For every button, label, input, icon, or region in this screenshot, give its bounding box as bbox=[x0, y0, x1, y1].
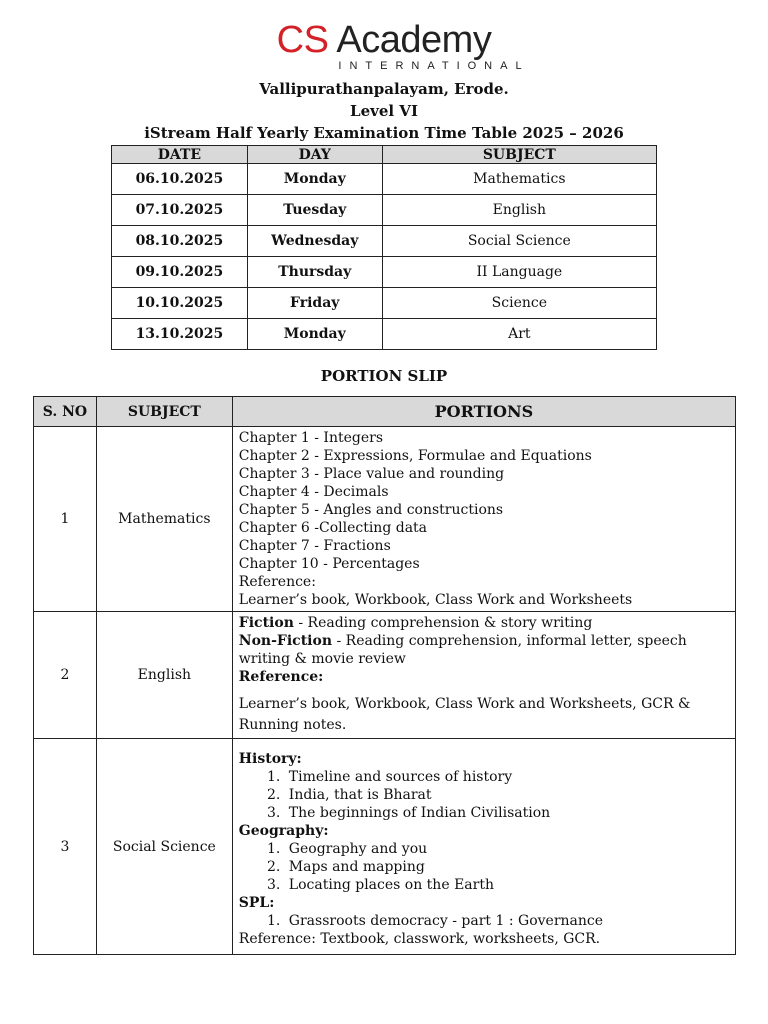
history-label: History: bbox=[238, 750, 302, 767]
exam-subject: II Language bbox=[382, 257, 656, 288]
spl-label: SPL: bbox=[238, 894, 275, 911]
nonfiction-label: Non-Fiction bbox=[238, 633, 333, 649]
list-item: 2. Maps and mapping bbox=[285, 858, 729, 876]
math-portions bbox=[232, 427, 735, 612]
row-sno: 3 bbox=[34, 739, 97, 955]
portion-slip-table bbox=[33, 396, 736, 955]
portion-line: Reference: bbox=[238, 574, 316, 590]
exam-date: 06.10.2025 bbox=[112, 164, 248, 195]
geography-label: Geography: bbox=[238, 822, 329, 839]
class-level: Level VI bbox=[350, 102, 418, 120]
exam-day: Monday bbox=[247, 164, 382, 195]
spl-list bbox=[239, 912, 729, 930]
list-item: 1. Timeline and sources of history bbox=[285, 768, 729, 786]
table-row bbox=[112, 164, 657, 195]
exam-subject: Social Science bbox=[382, 226, 656, 257]
english-portions bbox=[232, 612, 735, 739]
history-list bbox=[239, 768, 729, 822]
row-subject: English bbox=[96, 612, 232, 739]
fiction-text: - Reading comprehension & story writing bbox=[293, 615, 593, 631]
exam-date: 13.10.2025 bbox=[112, 319, 248, 350]
portion-header-portions: PORTIONS bbox=[232, 397, 735, 427]
reference-text: Learner’s book, Workbook, Class Work and Worksheets, GCR & Running notes. bbox=[238, 696, 691, 733]
list-item: 1. Grassroots democracy - part 1 : Governance bbox=[285, 912, 729, 930]
exam-date: 08.10.2025 bbox=[112, 226, 248, 257]
portion-line: Chapter 5 - Angles and constructions bbox=[238, 502, 504, 518]
list-item: 1. Geography and you bbox=[285, 840, 729, 858]
exam-day: Tuesday bbox=[247, 195, 382, 226]
logo-wordmark bbox=[0, 20, 768, 60]
portion-header-subject: SUBJECT bbox=[96, 397, 232, 427]
portion-line: Chapter 4 - Decimals bbox=[238, 484, 389, 500]
table-row bbox=[34, 427, 736, 612]
exam-day: Wednesday bbox=[247, 226, 382, 257]
school-logo bbox=[0, 20, 768, 72]
exam-date: 10.10.2025 bbox=[112, 288, 248, 319]
portion-line: Chapter 7 - Fractions bbox=[238, 538, 391, 554]
exam-date: 07.10.2025 bbox=[112, 195, 248, 226]
table-row bbox=[112, 226, 657, 257]
timetable-header-date: DATE bbox=[112, 146, 248, 164]
portion-line bbox=[239, 632, 729, 668]
portion-slip-title: PORTION SLIP bbox=[320, 367, 448, 385]
exam-day: Thursday bbox=[247, 257, 382, 288]
portion-header-row bbox=[34, 397, 736, 427]
row-subject: Social Science bbox=[96, 739, 232, 955]
exam-subject: Science bbox=[382, 288, 656, 319]
table-row bbox=[34, 739, 736, 955]
logo-international: INTERNATIONAL bbox=[338, 60, 530, 72]
row-sno: 2 bbox=[34, 612, 97, 739]
exam-day: Friday bbox=[247, 288, 382, 319]
timetable-header-day: DAY bbox=[247, 146, 382, 164]
row-subject: Mathematics bbox=[96, 427, 232, 612]
table-row bbox=[112, 288, 657, 319]
list-item: 2. India, that is Bharat bbox=[285, 786, 729, 804]
fiction-label: Fiction bbox=[238, 615, 294, 631]
portion-line bbox=[239, 614, 729, 632]
reference-label: Reference: bbox=[238, 669, 324, 685]
exam-day: Monday bbox=[247, 319, 382, 350]
table-row bbox=[112, 319, 657, 350]
table-row bbox=[34, 612, 736, 739]
list-item: 3. The beginnings of Indian Civilisation bbox=[285, 804, 729, 822]
portion-line: Chapter 3 - Place value and rounding bbox=[238, 466, 505, 482]
exam-date: 09.10.2025 bbox=[112, 257, 248, 288]
portion-line: Chapter 6 -Collecting data bbox=[238, 520, 428, 536]
geography-list bbox=[239, 840, 729, 894]
exam-subject: Mathematics bbox=[382, 164, 656, 195]
portion-line: Learner’s book, Workbook, Class Work and Worksheets bbox=[238, 592, 633, 608]
portion-line: Chapter 2 - Expressions, Formulae and Equations bbox=[238, 448, 592, 464]
row-sno: 1 bbox=[34, 427, 97, 612]
logo-cs: CS bbox=[276, 19, 329, 61]
social-portions bbox=[232, 739, 735, 955]
logo-academy: Academy bbox=[336, 19, 492, 61]
list-item: 3. Locating places on the Earth bbox=[285, 876, 729, 894]
portion-header-sno: S. NO bbox=[34, 397, 97, 427]
timetable bbox=[111, 145, 657, 350]
table-row bbox=[112, 257, 657, 288]
table-row bbox=[112, 195, 657, 226]
portion-line: Chapter 1 - Integers bbox=[238, 430, 384, 446]
reference-text: Reference: Textbook, classwork, worksheets, GCR. bbox=[238, 930, 601, 947]
exam-subject: Art bbox=[382, 319, 656, 350]
nonfiction-text: - Reading comprehension, informal letter, speech writing & movie review bbox=[238, 633, 687, 667]
portion-line: Chapter 10 - Percentages bbox=[238, 556, 420, 572]
timetable-header-subject: SUBJECT bbox=[382, 146, 656, 164]
exam-title: iStream Half Yearly Examination Time Table 2025 – 2026 bbox=[144, 124, 624, 142]
exam-subject: English bbox=[382, 195, 656, 226]
school-location: Vallipurathanpalayam, Erode. bbox=[259, 80, 509, 98]
timetable-header-row bbox=[112, 146, 657, 164]
